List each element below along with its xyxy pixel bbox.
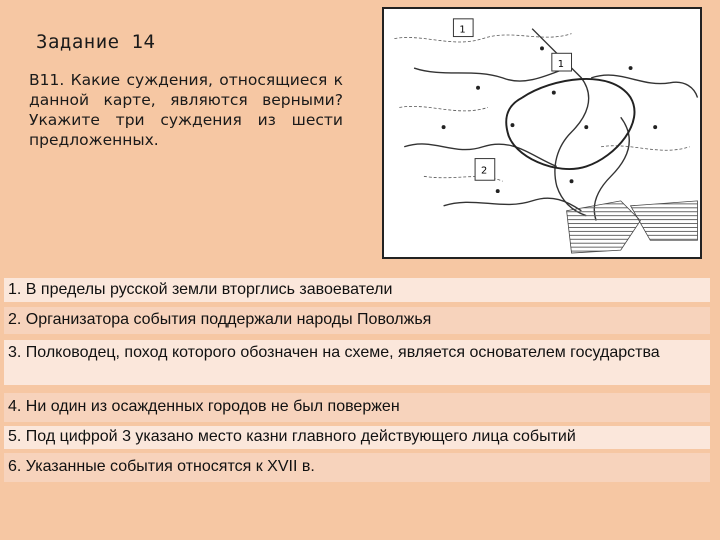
slide-title: Задание 14: [36, 31, 156, 53]
map-marker-label: 1: [557, 59, 565, 71]
question-text: В11. Какие суждения, относящиеся к данной карте, являются верными? Укажите три суждения из шести предложенных.: [29, 71, 343, 149]
answer-option-1: 1. В пределы русской земли вторглись завоеватели: [4, 278, 710, 302]
map-marker-label: 1: [459, 24, 466, 36]
answer-option-4: 4. Ни один из осажденных городов не был повержен: [4, 393, 710, 422]
answer-option-6: 6. Указанные события относятся к XVII в.: [4, 453, 710, 482]
map-marker-label: 2: [480, 165, 488, 177]
answer-option-2: 2. Организатора события поддержали народы Поволжья: [4, 307, 710, 334]
answer-option-3: 3. Полководец, поход которого обозначен на схеме, является основателем государства: [4, 340, 710, 385]
answer-option-5: 5. Под цифрой 3 указано место казни главного действующего лица событий: [4, 426, 710, 449]
